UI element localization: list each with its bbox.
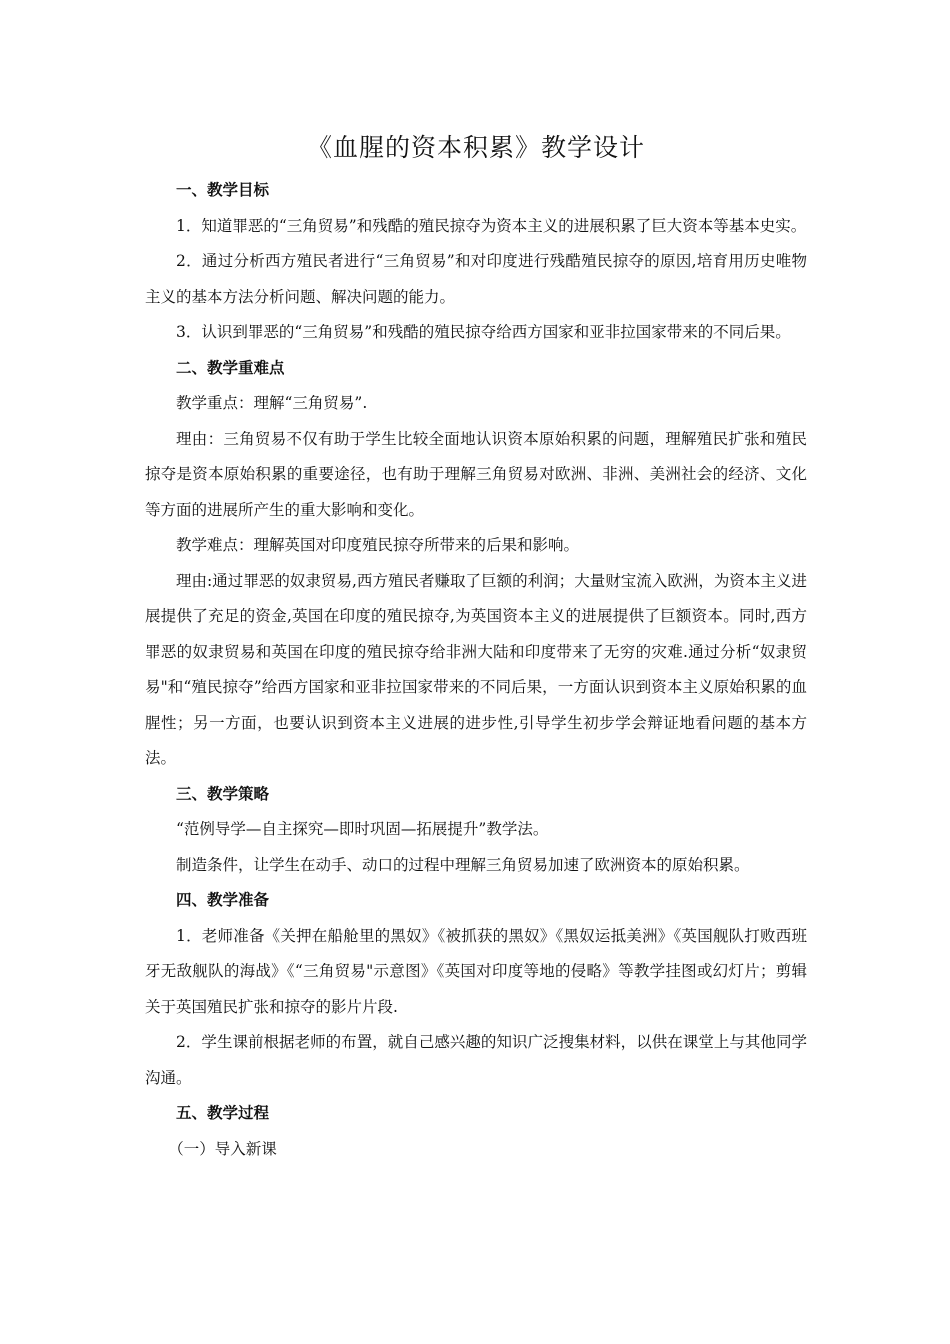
paragraph: 2．通过分析西方殖民者进行“三角贸易”和对印度进行残酷殖民掠夺的原因,培育用历史唯物主义的基本方法分析问题、解决问题的能力。 (145, 252, 807, 306)
document-title: 《血腥的资本积累》教学设计 (306, 133, 645, 162)
section-heading-preparation: 四、教学准备 (176, 891, 270, 909)
paragraph: 理由:通过罪恶的奴隶贸易,西方殖民者赚取了巨额的利润；大量财宝流入欧洲，为资本主义进展提供了充足的资金,英国在印度的殖民掠夺,为英国资本主义的进展提供了巨额资本。同时,西方罪恶的奴隶贸易和英国在印度的殖民掠夺给非洲大陆和印度带来了无穷的灾难.通过分析“奴隶贸易"和“殖民掠夺”给西方国家和亚非拉国家带来的不同后果，一方面认识到资本主义原始积累的血腥性；另一方面，也要认识到资本主义进展的进步性,引导学生初步学会辩证地看问题的基本方法。 (145, 571, 807, 767)
section-heading-key-points: 二、教学重难点 (176, 358, 285, 377)
paragraph: 2．学生课前根据老师的布置，就自己感兴趣的知识广泛搜集材料，以供在课堂上与其他同学沟通。 (145, 1033, 807, 1087)
paragraph: 3．认识到罪恶的“三角贸易”和残酷的殖民掠夺给西方国家和亚非拉国家带来的不同后果。 (176, 323, 791, 341)
paragraph: “范例导学—自主探究—即时巩固—拓展提升”教学法。 (176, 820, 549, 838)
subsection-heading: （一）导入新课 (168, 1139, 277, 1158)
document-body (145, 128, 807, 1167)
paragraph: 教学重点：理解“三角贸易”. (176, 394, 368, 412)
paragraph: 理由：三角贸易不仅有助于学生比较全面地认识资本原始积累的问题，理解殖民扩张和殖民掠夺是资本原始积累的重要途径，也有助于理解三角贸易对欧洲、非洲、美洲社会的经济、文化等方面的进展所产生的重大影响和变化。 (145, 429, 807, 519)
paragraph: 1．老师准备《关押在船舱里的黑奴》《被抓获的黑奴》《黑奴运抵美洲》《英国舰队打败西班牙无敌舰队的海战》《“三角贸易"示意图》《英国对印度等地的侵略》等教学挂图或幻灯片；剪辑关于英国殖民扩张和掠夺的影片片段. (145, 926, 807, 1016)
paragraph: 制造条件，让学生在动手、动口的过程中理解三角贸易加速了欧洲资本的原始积累。 (176, 855, 750, 874)
section-heading-strategy: 三、教学策略 (176, 784, 270, 803)
section-heading-process: 五、教学过程 (176, 1104, 270, 1122)
section-heading-objectives: 一、教学目标 (176, 181, 270, 199)
paragraph: 1．知道罪恶的“三角贸易”和残酷的殖民掠夺为资本主义的进展积累了巨大资本等基本史实。 (176, 216, 807, 235)
paragraph: 教学难点：理解英国对印度殖民掠夺所带来的后果和影响。 (176, 536, 580, 554)
